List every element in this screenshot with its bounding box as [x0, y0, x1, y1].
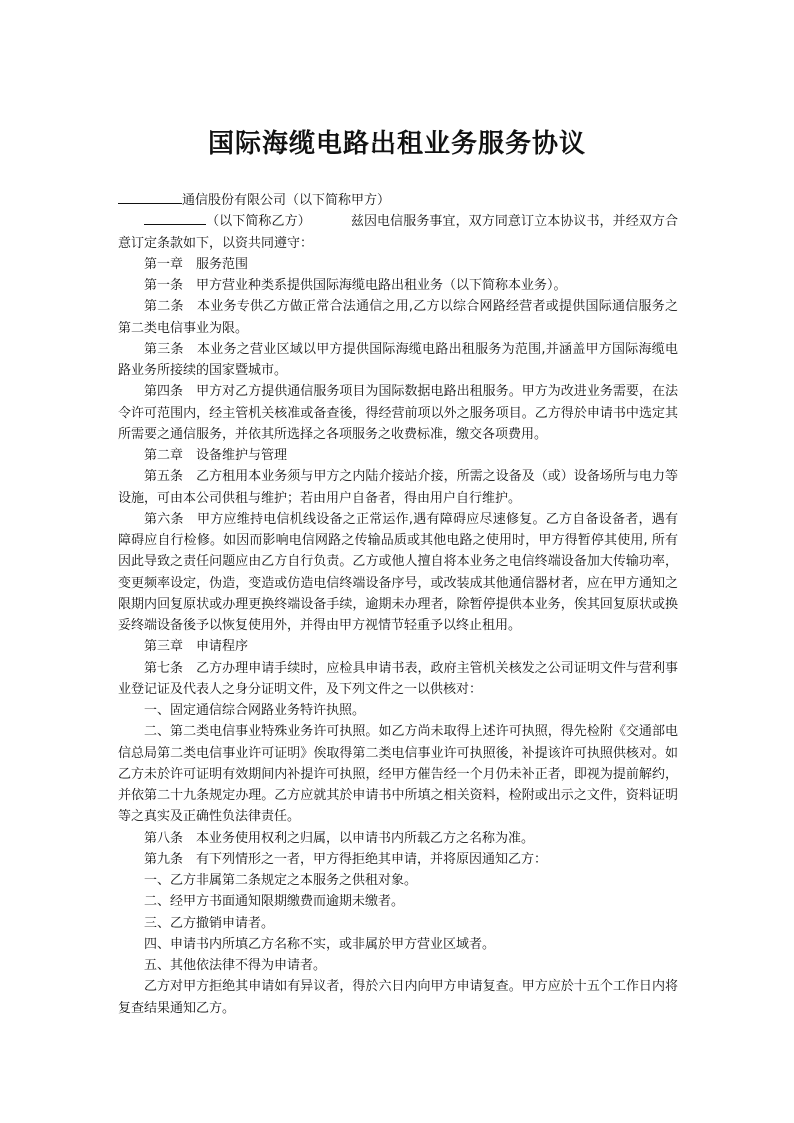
- appeal-paragraph: 乙方对甲方拒绝其申请如有异议者，得於六日内向甲方申请复查。甲方应於十五个工作日内将复查结果通知乙方。: [118, 979, 678, 1016]
- article-item: 三、乙方撤销申请者。: [144, 915, 275, 931]
- chapter-heading: 第三章 申请程序: [144, 639, 249, 655]
- party-a-line: [118, 190, 678, 211]
- chapter-heading: 第一章 服务范围: [144, 256, 249, 272]
- article: 第四条 甲方对乙方提供通信服务项目为国际数据电路出租服务。甲方为改进业务需要，在法令许可范围内，经主管机关核准或备查後，得经营前项以外之服务项目。乙方得於申请书中选定其所需要之通信服务，并依其所选择之各项服务之收费标准，缴交各项费用。: [118, 384, 678, 442]
- blank-line: [144, 212, 206, 225]
- article: 第三条 本业务之营业区域以甲方提供国际海缆电路出租服务为范围,并涵盖甲方国际海缆电路业务所接续的国家暨城市。: [118, 341, 678, 378]
- article-item: 一、乙方非属第二条规定之本服务之供租对象。: [144, 873, 418, 888]
- article-item: 二、第二类电信事业特殊业务许可执照。如乙方尚未取得上述许可执照，得先检附《交通部电信总局第二类电信事业许可证明》俟取得第二类电信事业许可执照後，补提该许可执照供核对。如乙方未於许可证明有效期间内补提许可执照，经甲方催告经一个月仍未补正者，即视为提前解约，并依第二十九条规定办理。乙方应就其於申请书中所填之相关资料，检附或出示之文件，资料证明等之真实及正确性负法律责任。: [118, 724, 678, 825]
- document-title: 国际海缆电路出租业务服务协议: [207, 129, 586, 159]
- document-body: [118, 190, 678, 1019]
- article: 第六条 甲方应维持电信机线设备之正常运作,遇有障碍应尽速修复。乙方自备设备者，遇有障碍应自行检修。如因而影响电信网路之传输品质或其他电路之使用时，甲方得暂停其使用, 所有因此导致之责任问题应由乙方自行负责。乙方或他人擅自将本业务之电信终端设备加大传输功率，变更频率设定，伪造，变造或仿造电信终端设备序号，或改装成其他通信器材者，应在甲方通知之限期内回复原状或办理更换终端设备手续，逾期未办理者，除暂停提供本业务，俟其回复原状或换妥终端设备後予以恢复使用外，并得由甲方视情节轻重予以终止租用。: [118, 511, 678, 633]
- article: 第五条 乙方租用本业务须与甲方之内陆介接站介接，所需之设备及（或）设备场所与电力等设施，可由本公司供租与维护；若由用户自备者，得由用户自行维护。: [118, 469, 678, 506]
- article-item: 四、申请书内所填乙方名称不实，或非属於甲方营业区域者。: [144, 936, 496, 952]
- blank-line: [118, 191, 182, 204]
- party-b-text: （以下简称乙方）: [206, 214, 311, 230]
- article-item: 五、其他依法律不得为申请者。: [144, 958, 327, 973]
- article-item: 二、经甲方书面通知限期缴费而逾期未缴者。: [144, 894, 405, 910]
- article: 第八条 本业务使用权利之归属，以申请书内所载乙方之名称为准。: [144, 830, 535, 846]
- intro-text: 兹因电信服务事宜，双方同意订立本协议书，并经双方合意订定条款如下，以资共同遵守：: [118, 214, 678, 251]
- article: 第七条 乙方办理申请手续时，应检具申请书表，政府主管机关核发之公司证明文件与营利事业登记证及代表人之身分证明文件，及下列文件之一以供核对：: [118, 660, 678, 697]
- article: 第一条 甲方营业种类系提供国际海缆电路出租业务（以下简称本业务）。: [144, 278, 567, 293]
- chapter-heading: 第二章 设备维护与管理: [144, 448, 288, 463]
- party-b-line: [118, 211, 678, 254]
- article-item: 一、固定通信综合网路业务特许执照。: [144, 703, 366, 718]
- article: 第九条 有下列情形之一者，甲方得拒绝其申请，并将原因通知乙方：: [144, 851, 548, 867]
- party-a-text: 通信股份有限公司（以下简称甲方）: [182, 193, 391, 208]
- article: 第二条 本业务专供乙方做正常合法通信之用,乙方以综合网路经营者或提供国际通信服务之第二类电信事业为限。: [118, 299, 678, 336]
